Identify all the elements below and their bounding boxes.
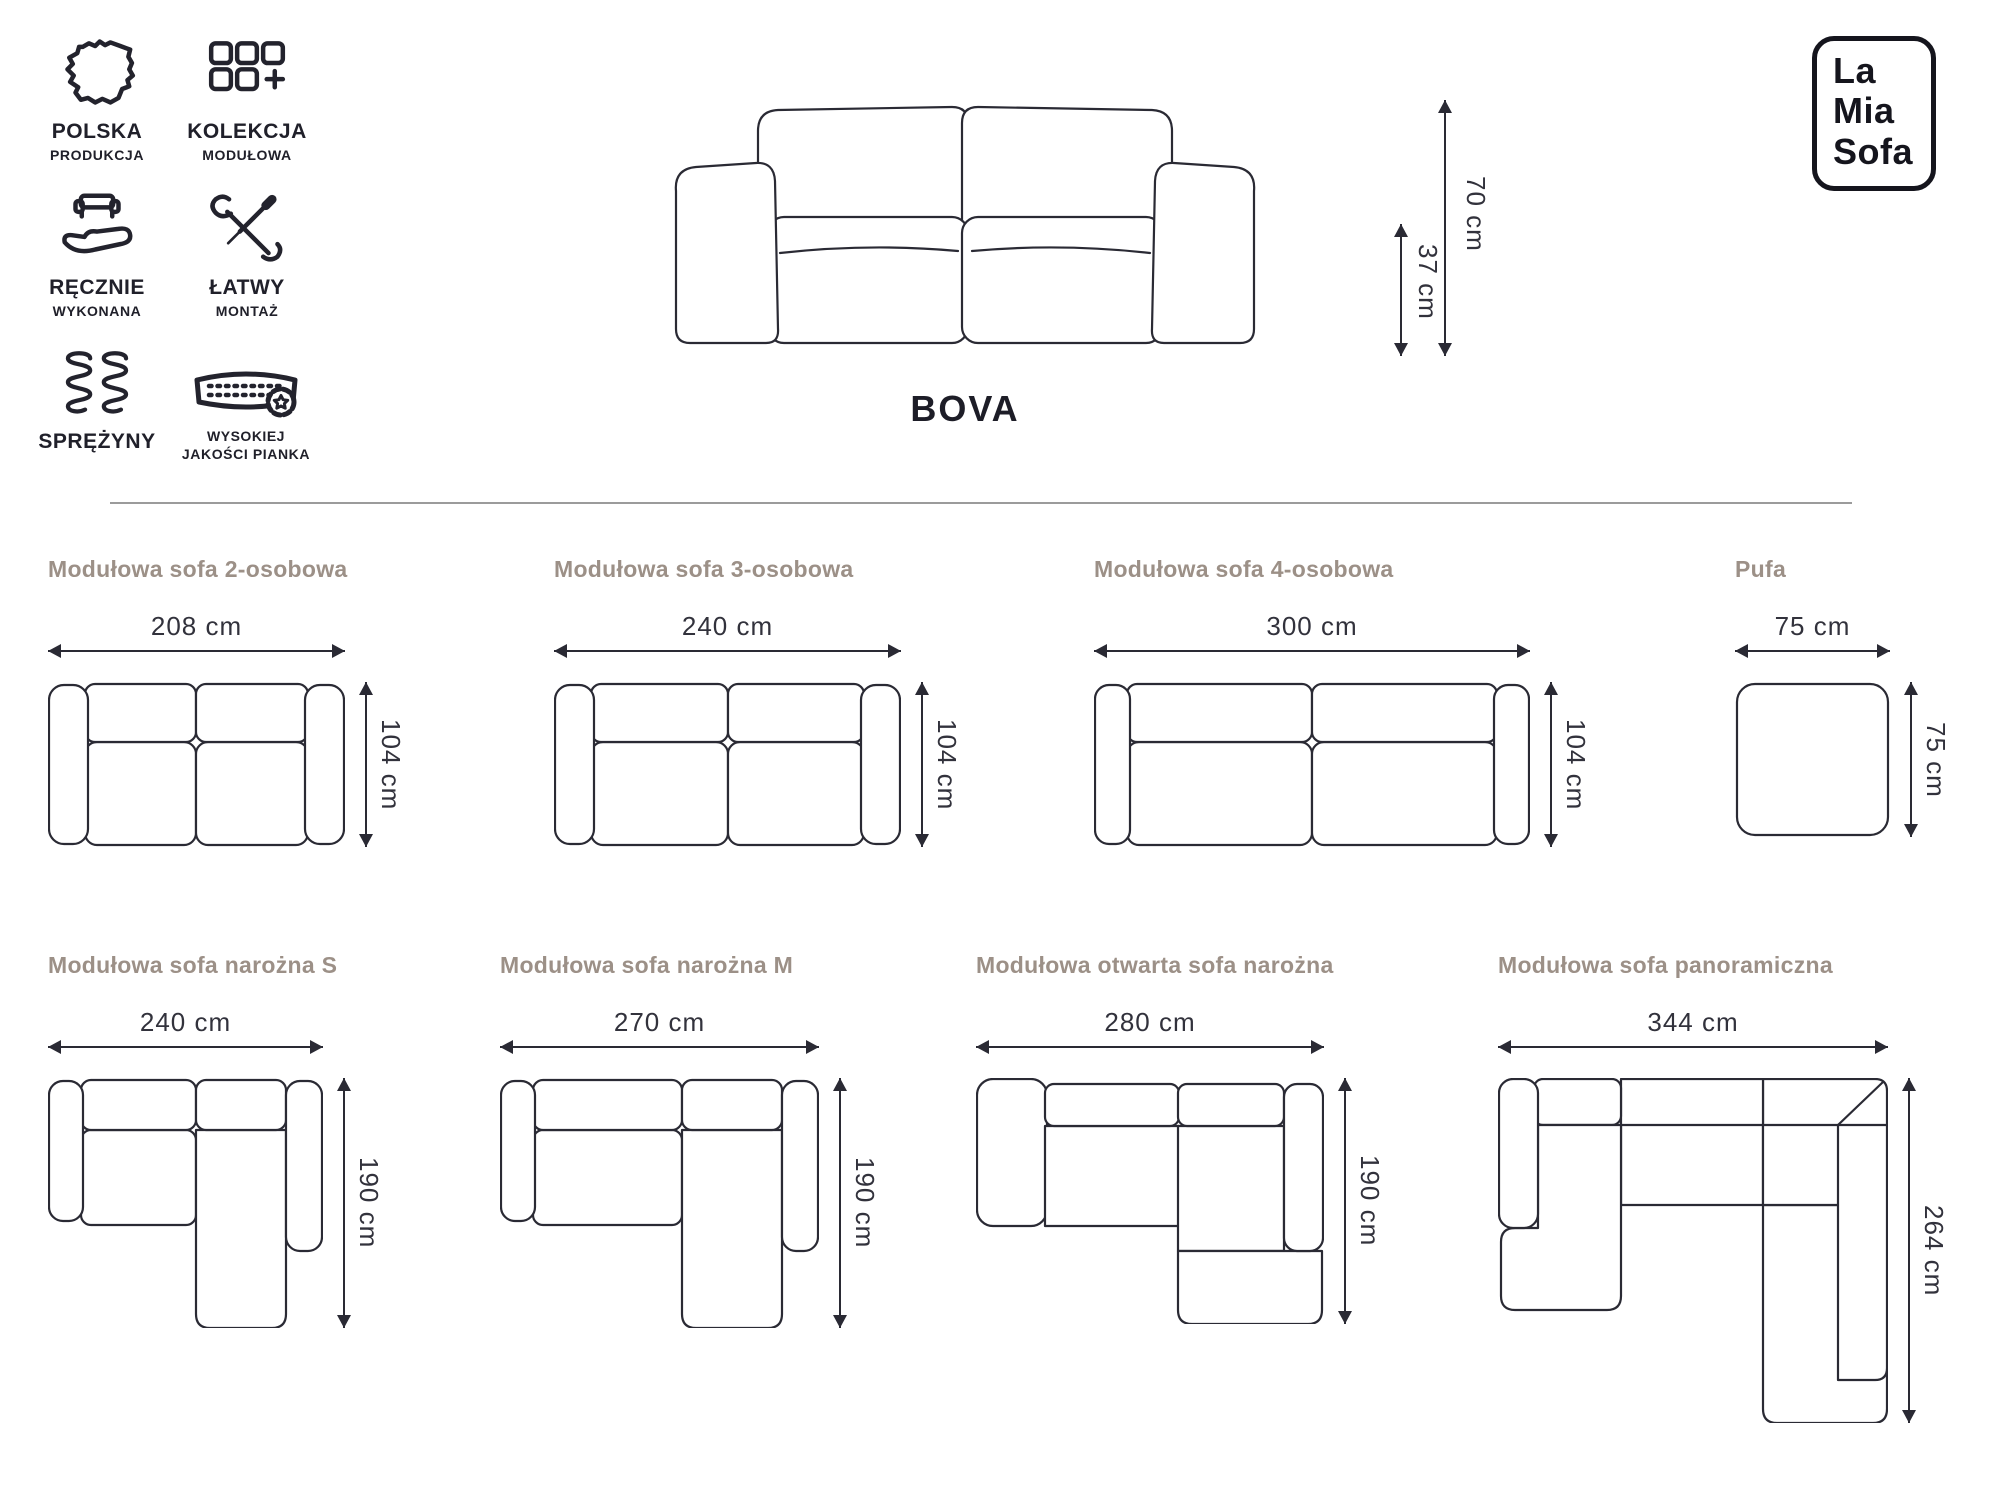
- feature-subtitle: PRODUKCJA: [49, 147, 145, 163]
- product-card-narozna-m: [500, 952, 880, 1328]
- product-card-sofa-3-osobowa: [554, 556, 962, 847]
- product-title: Modułowa sofa 2-osobowa: [48, 556, 348, 582]
- feature-wysokiej-jakosci-pianka: [160, 356, 332, 462]
- depth-arrow: [1910, 682, 1912, 837]
- poland-map-icon: [54, 34, 140, 110]
- feature-title: SPRĘŻYNY: [38, 430, 156, 453]
- feature-subtitle: JAKOŚCI PIANKA: [181, 446, 311, 462]
- section-divider: [110, 502, 1852, 504]
- feature-subtitle: MONTAŻ: [215, 303, 279, 319]
- depth-dimension-label: 75 cm: [1921, 721, 1951, 798]
- sofa-2-seater-top-view: [48, 682, 345, 847]
- depth-dimension-label: 264 cm: [1919, 1204, 1949, 1297]
- width-arrow: [1094, 650, 1530, 652]
- product-title: Modułowa otwarta sofa narożna: [976, 952, 1334, 978]
- handmade-sofa-icon: [54, 190, 140, 266]
- logo-line: La: [1833, 50, 1877, 91]
- depth-arrow: [921, 682, 923, 847]
- feature-title: WYSOKIEJ: [207, 428, 285, 444]
- product-card-pufa: [1735, 556, 1951, 837]
- product-title: Modułowa sofa panoramiczna: [1498, 952, 1833, 978]
- depth-dimension-label: 104 cm: [1561, 718, 1591, 811]
- width-arrow: [1735, 650, 1890, 652]
- width-arrow: [48, 1046, 323, 1048]
- feature-subtitle: WYKONANA: [52, 303, 142, 319]
- width-dimension-label: 300 cm: [1266, 611, 1358, 641]
- width-arrow: [48, 650, 345, 652]
- la-mia-sofa-logo: [1812, 36, 1936, 191]
- feature-title: POLSKA: [51, 120, 143, 143]
- easy-assembly-tools-icon: [204, 190, 290, 266]
- product-title: Pufa: [1735, 556, 1787, 582]
- feature-sprezyny: [36, 348, 158, 457]
- depth-arrow: [1550, 682, 1552, 847]
- width-dimension-label: 240 cm: [681, 611, 774, 641]
- pouf-top-view: [1735, 682, 1890, 837]
- sofa-4-seater-top-view: [1094, 682, 1530, 847]
- width-arrow: [500, 1046, 819, 1048]
- width-dimension-label: 208 cm: [150, 611, 243, 641]
- depth-arrow: [343, 1078, 345, 1328]
- sofa-3-seater-top-view: [554, 682, 901, 847]
- sofa-front-view-drawing: [640, 95, 1290, 360]
- product-card-panoramiczna: [1498, 952, 1949, 1423]
- hero-seat-height-arrow: [1400, 224, 1402, 356]
- modular-collection-icon: [204, 34, 290, 110]
- depth-dimension-label: 104 cm: [376, 718, 406, 811]
- width-dimension-label: 240 cm: [139, 1007, 232, 1037]
- width-dimension-label: 344 cm: [1647, 1007, 1739, 1037]
- feature-kolekcja-modulowa: [174, 34, 320, 163]
- corner-sofa-m-top-view: [500, 1078, 819, 1328]
- product-title: Modułowa sofa narożna S: [48, 952, 338, 978]
- depth-dimension-label: 190 cm: [850, 1157, 880, 1249]
- springs-icon: [56, 348, 138, 420]
- width-arrow: [976, 1046, 1324, 1048]
- feature-title: RĘCZNIE: [49, 276, 145, 299]
- depth-arrow: [839, 1078, 841, 1328]
- width-dimension-label: 75 cm: [1774, 611, 1851, 641]
- open-corner-sofa-top-view: [976, 1078, 1324, 1324]
- hero-height-label: 70 cm: [1461, 176, 1491, 252]
- width-arrow: [554, 650, 901, 652]
- hero-seat-height-label: 37 cm: [1413, 244, 1443, 320]
- width-arrow: [1498, 1046, 1888, 1048]
- hero-height-arrow: [1444, 100, 1446, 356]
- product-card-otwarta-narozna: [976, 952, 1385, 1324]
- depth-dimension-label: 104 cm: [932, 718, 962, 811]
- feature-title: ŁATWY: [209, 276, 285, 299]
- feature-polska-produkcja: [36, 34, 158, 163]
- product-title: Modułowa sofa 4-osobowa: [1094, 556, 1394, 582]
- product-card-narozna-s: [48, 952, 384, 1328]
- width-dimension-label: 270 cm: [613, 1007, 706, 1037]
- model-name: BOVA: [910, 388, 1020, 429]
- panoramic-sofa-top-view: [1498, 1078, 1888, 1423]
- feature-subtitle: MODUŁOWA: [202, 147, 292, 163]
- depth-dimension-label: 190 cm: [354, 1157, 384, 1249]
- product-card-sofa-2-osobowa: [48, 556, 406, 847]
- width-dimension-label: 280 cm: [1104, 1007, 1196, 1037]
- feature-title: KOLEKCJA: [187, 120, 307, 143]
- feature-latwy-montaz: [174, 190, 320, 319]
- corner-sofa-s-top-view: [48, 1078, 323, 1328]
- feature-recznie-wykonana: [36, 190, 158, 319]
- depth-arrow: [1908, 1078, 1910, 1423]
- foam-quality-icon: [188, 356, 304, 418]
- product-card-sofa-4-osobowa: [1094, 556, 1591, 847]
- depth-arrow: [1344, 1078, 1346, 1324]
- depth-arrow: [365, 682, 367, 847]
- logo-line: Sofa: [1833, 130, 1914, 172]
- product-title: Modułowa sofa 3-osobowa: [554, 556, 854, 582]
- product-title: Modułowa sofa narożna M: [500, 952, 794, 978]
- logo-line: Mia: [1833, 90, 1895, 132]
- depth-dimension-label: 190 cm: [1355, 1155, 1385, 1247]
